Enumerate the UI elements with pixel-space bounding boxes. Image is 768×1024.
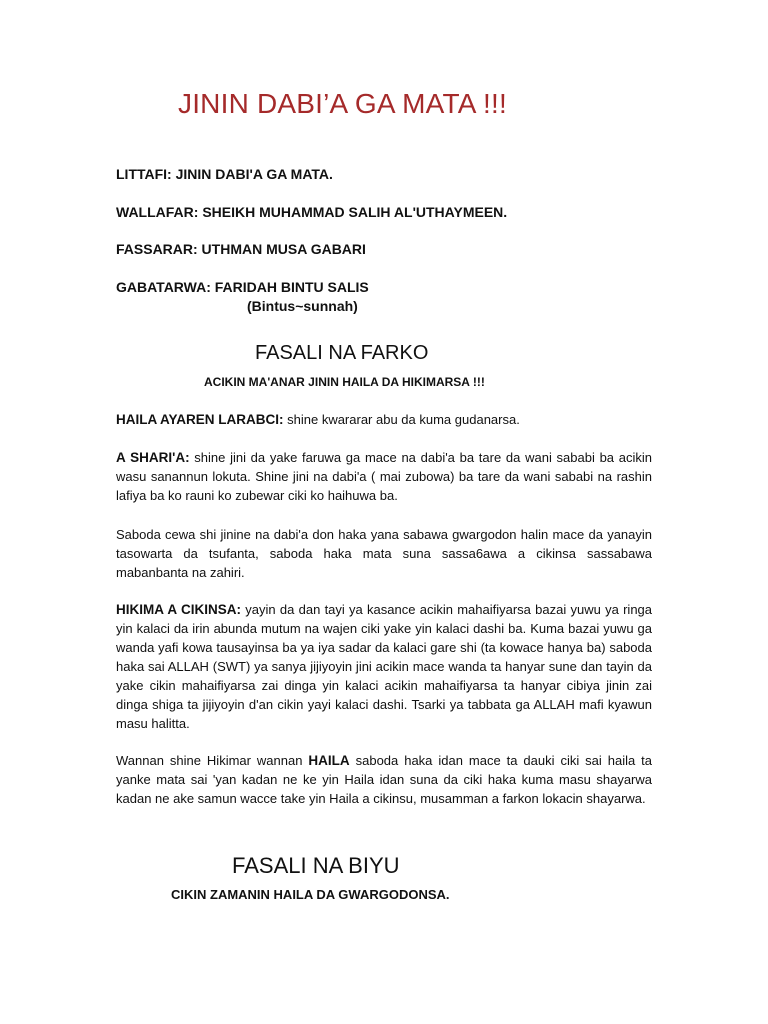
meta-fassarar: FASSARAR: UTHMAN MUSA GABARI	[116, 241, 366, 257]
document-title: JININ DABI’A GA MATA !!!	[178, 88, 507, 119]
paragraph-lead: HIKIMA A CIKINSA:	[116, 602, 242, 617]
paragraph-text: Saboda cewa shi jinine na dabi'a don haka yana sabawa gwargodon halin mace da yanayin tasowarta da tsufanta, saboda haka mata suna sassa6awa a cikinsa sassabawa mabanbanta na zahiri.	[116, 527, 652, 580]
meta-littafi: LITTAFI: JININ DABI'A GA MATA.	[116, 166, 333, 182]
paragraph-lead: HAILA AYAREN LARABCI:	[116, 412, 284, 427]
section2-heading: FASALI NA BIYU	[232, 853, 400, 878]
paragraph-wannan	[116, 751, 652, 808]
paragraph-text: yayin da dan tayi ya kasance acikin mahaifiyarsa bazai yuwu ya ringa yin kalaci da irin abunda mutum na wajen ciki yake yin kalaci dashi ba. Kuma bazai yuwu ga wanda yafi kowa tausayinsa ba ya iya sadar da kalaci gare shi (ta kowace hanya ba) saboda haka sai ALLAH (SWT) ya sanya jijiyoyin jini acikin mace wanda ta hanyar sune dan tayin da yake cikin mahaifiyarsa zai dinga yin kalaci acikin mahaifiyarsa ta hanyar cibiya jinin zai dinga shiga ta jijiyoyin d'an cikin yayi kalaci dashi. Tsarki ya tabbata ga ALLAH mafi kyawun masu halitta.	[116, 602, 653, 731]
paragraph-haila-definition	[116, 410, 652, 429]
meta-wallafar: WALLAFAR: SHEIKH MUHAMMAD SALIH AL'UTHAYMEEN.	[116, 204, 508, 220]
paragraph-text: saboda haka idan mace ta dauki ciki sai haila ta yanke mata sai 'yan kadan ne ke yin Haila idan suna da ciki haka kuma masu shayarwa kadan ne ake samun wacce take yin Haila a cikinsu, musamman a farkon lokacin shayarwa.	[116, 753, 653, 806]
paragraph-bold-haila: HAILA	[308, 753, 350, 768]
paragraph-text: shine jini da yake faruwa ga mace na dabi'a ba tare da wani sababi ba acikin wasu sanannun lokuta. Shine jini na dabi'a ( mai zubowa) ba tare da wani sababi na rashin lafiya ba ko rauni ko zubewar ciki ko haihuwa ba.	[116, 450, 652, 503]
section1-subheading: ACIKIN MA'ANAR JININ HAILA DA HIKIMARSA !!!	[204, 375, 485, 389]
paragraph-lead: A SHARI'A:	[116, 450, 190, 465]
section1-heading: FASALI NA FARKO	[255, 342, 429, 364]
paragraph-text: Wannan shine Hikimar wannan	[116, 753, 309, 768]
paragraph-text: shine kwararar abu da kuma gudanarsa.	[283, 412, 520, 427]
paragraph-sharia	[116, 448, 652, 505]
meta-gabatarwa: GABATARWA: FARIDAH BINTU SALIS	[116, 279, 369, 295]
paragraph-hikima	[116, 600, 652, 733]
paragraph-saboda	[116, 525, 652, 582]
section2-subheading: CIKIN ZAMANIN HAILA DA GWARGODONSA.	[171, 887, 450, 902]
meta-gabatarwa-alias: (Bintus~sunnah)	[247, 298, 358, 314]
